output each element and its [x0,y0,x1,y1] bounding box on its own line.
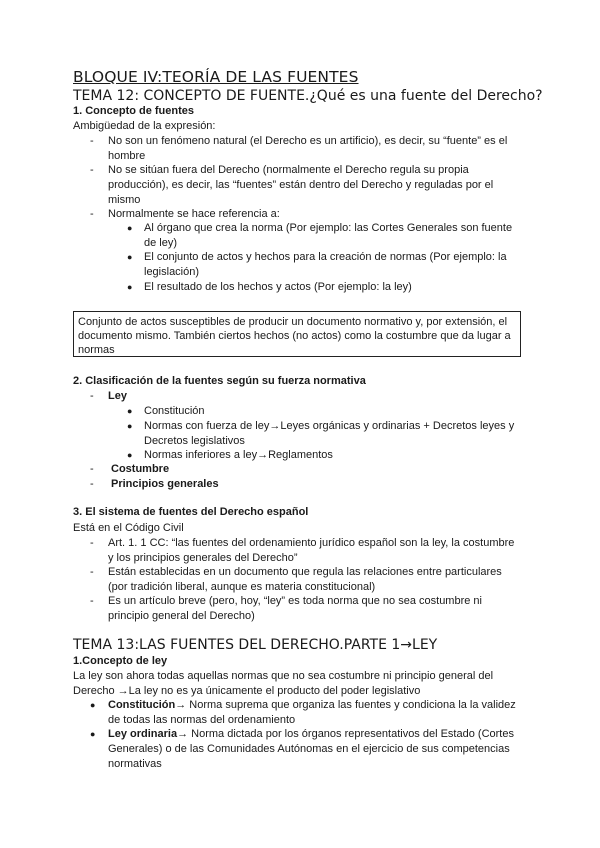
s1-bullet-2 [144,250,507,280]
dash-marker: - [90,566,94,578]
line: y los principios generales del Derecho” [108,552,298,564]
s2-bullet-1: Constitución [144,405,205,417]
dash-marker: - [90,478,94,490]
s3-dash-item-3 [108,594,482,624]
bullet-marker: ● [90,700,96,710]
dash-marker: - [90,595,94,607]
tema13-title: TEMA 13:LAS FUENTES DEL DERECHO.PARTE 1→LEY [73,637,438,653]
t13-bullet-constitucion [108,698,516,728]
s2-bullet-2 [144,419,514,449]
line [108,698,516,713]
line: legislación) [144,266,200,278]
s3-dash-item-1 [108,536,514,566]
s2-principios: Principios generales [111,478,219,490]
s3-dash-item-2 [108,565,502,595]
definition-box: Conjunto de actos susceptibles de producir un documento normativo y, por extensión, el documento mismo. También ciertos hechos (no actos) como la costumbre que da lugar a normas [73,311,521,357]
bullet-marker: ● [127,421,133,431]
line: Normas con fuerza de ley→Leyes orgánicas y ordinarias + Decretos leyes y [144,420,515,432]
tema12-title: TEMA 12: CONCEPTO DE FUENTE.¿Qué es una fuente del Derecho? [73,88,543,104]
bullet-marker: ● [127,406,133,416]
term-label: Constitución [108,699,176,711]
t13-paragraph-line-1: La ley son ahora todas aquellas normas que no sea costumbre ni principio general del [73,670,494,682]
bullet-marker: ● [90,729,96,739]
s1-dash-item-1 [108,134,507,164]
term-label: Ley ordinaria [108,728,178,740]
s1-dash-item-3: Normalmente se hace referencia a: [108,208,280,220]
line: Al órgano que crea la norma (Por ejemplo: las Cortes Generales son fuente [144,222,513,234]
s2-bullet-3: Normas inferiores a ley→Reglamentos [144,449,333,461]
dash-marker: - [90,164,94,176]
t13-heading: 1.Concepto de ley [73,655,168,667]
line: de todas las normas del ordenamiento [108,714,296,726]
bullet-marker: ● [127,282,133,292]
dash-marker: - [90,463,94,475]
line: El conjunto de actos y hechos para la creación de normas (Por ejemplo: la [144,251,507,263]
s2-costumbre: Costumbre [111,463,170,475]
s2-ley: Ley [108,390,127,402]
bullet-marker: ● [127,450,133,460]
bullet-marker: ● [127,223,133,233]
t13-paragraph-line-2: Derecho →La ley no es ya únicamente el producto del poder legislativo [73,685,421,697]
line: Art. 1. 1 CC: “las fuentes del ordenamiento jurídico español son la ley, la costumbre [108,537,515,549]
line: Decretos legislativos [144,435,245,447]
s2-heading: 2. Clasificación de la fuentes según su fuerza normativa [73,375,366,387]
s1-intro: Ambigüedad de la expresión: [73,120,216,132]
term-text: → Norma dictada por los órganos representativos del Estado (Cortes [177,728,514,740]
line: Es un artículo breve (pero, hoy, “ley” es toda norma que no sea costumbre ni [108,595,482,607]
block-title: BLOQUE IV:TEORÍA DE LAS FUENTES [73,68,359,86]
s1-bullet-1 [144,221,512,251]
line: de ley) [144,237,178,249]
dash-marker: - [90,390,94,402]
s1-dash-item-2 [108,163,493,208]
line: mismo [108,194,141,206]
line: Generales) o de las Comunidades Autónomas en el ejercicio de sus competencias [108,743,510,755]
line: hombre [108,150,146,162]
line [108,727,514,742]
dash-marker: - [90,135,94,147]
line: (por tradición liberal, aunque es materia constitucional) [108,581,376,593]
s1-bullet-3: El resultado de los hechos y actos (Por ejemplo: la ley) [144,281,412,293]
s3-heading: 3. El sistema de fuentes del Derecho español [73,506,309,518]
bullet-marker: ● [127,252,133,262]
line: normativas [108,758,162,770]
t13-bullet-ley-ordinaria [108,727,514,772]
line: No son un fenómeno natural (el Derecho es un artificio), es decir, su “fuente” es el [108,135,508,147]
line: producción), es decir, las “fuentes” están dentro del Derecho y reguladas por el [108,179,494,191]
s3-intro: Está en el Código Civil [73,522,184,534]
dash-marker: - [90,537,94,549]
term-text: → Norma suprema que organiza las fuentes y condiciona la la validez [175,699,516,711]
line: principio general del Derecho) [108,610,255,622]
line: Están establecidas en un documento que regula las relaciones entre particulares [108,566,502,578]
s1-heading: 1. Concepto de fuentes [73,105,195,117]
line: No se sitúan fuera del Derecho (normalmente el Derecho regula su propia [108,164,469,176]
dash-marker: - [90,208,94,220]
